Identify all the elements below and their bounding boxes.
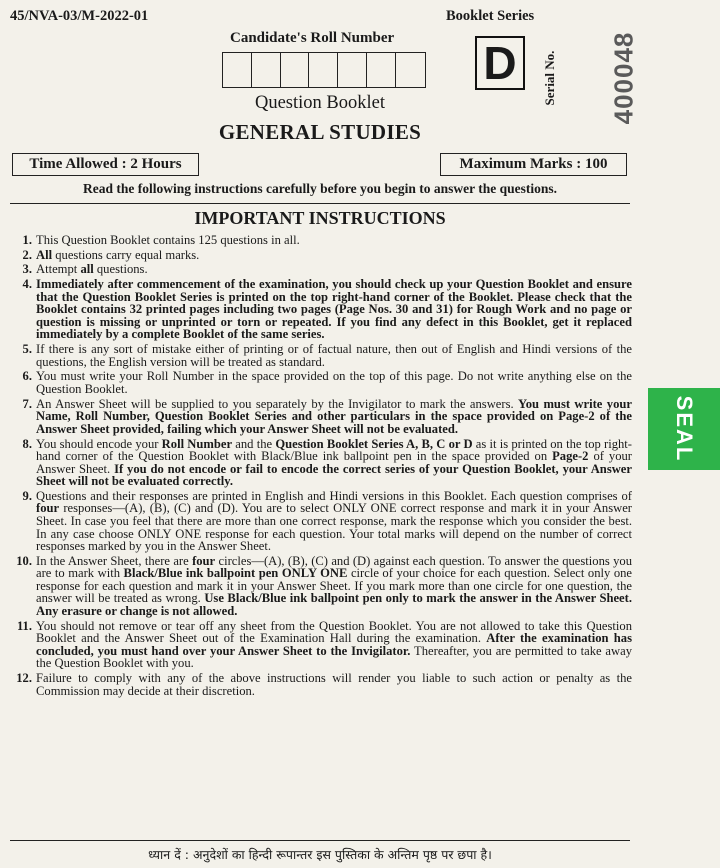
instruction-text bbox=[36, 248, 199, 262]
seal-label: SEAL bbox=[672, 395, 697, 463]
instructions-list bbox=[10, 234, 632, 699]
roll-digit-box[interactable] bbox=[367, 53, 396, 87]
instruction-bold-segment: All bbox=[36, 247, 53, 262]
instruction-segment: This Question Booklet contains 125 questions in all. bbox=[36, 233, 300, 247]
instruction-segment: An Answer Sheet will be supplied to you separately by the Invigilator to mark the answers. bbox=[36, 396, 519, 411]
instruction-item bbox=[10, 620, 632, 670]
instruction-segment: You should encode your bbox=[36, 436, 162, 451]
instruction-text bbox=[36, 437, 632, 489]
instruction-number: 2. bbox=[22, 247, 32, 262]
serial-number-label: Serial No. bbox=[542, 50, 557, 106]
instruction-item bbox=[10, 263, 632, 276]
instruction-text bbox=[36, 342, 632, 369]
instruction-segment: responses—(A), (B), (C) and (D). You are to select ONLY ONE correct response and mark it in your Answer Sheet. In case you feel that there are more than one correct response, mark the response which you consider the best. In any case choose ONLY ONE response for each question. Your total marks will depend on the number of correct responses marked by you in the Answer Sheet. bbox=[36, 501, 632, 554]
instruction-item bbox=[10, 438, 632, 488]
document-code: 45/NVA-03/M-2022-01 bbox=[10, 8, 149, 24]
instruction-segment: If there is any sort of mistake either of printing or of factual nature, then out of English and Hindi versions of the questions, the English version will be treated as standard. bbox=[36, 342, 632, 369]
instruction-bold-segment: Question Booklet Series A, B, C or D bbox=[275, 436, 473, 451]
instruction-segment: of your Answer Sheet. bbox=[36, 449, 632, 476]
instruction-item bbox=[10, 672, 632, 697]
read-instructions-line: Read the following instructions carefully before you begin to answer the questions. bbox=[82, 181, 557, 196]
instruction-item bbox=[10, 249, 632, 262]
instruction-segment: Thereafter, you are permitted to take away the Question Booklet with you. bbox=[36, 643, 633, 671]
divider bbox=[10, 840, 630, 841]
instruction-number: 9. bbox=[22, 488, 32, 503]
instruction-bold-segment: four bbox=[36, 501, 60, 516]
instruction-segment: as it is printed on the top right-hand corner of the Question Booklet with Black/Blue ink ballpoint pen in the space provided on bbox=[36, 436, 632, 464]
instruction-segment: Attempt bbox=[36, 262, 81, 277]
instruction-bold-segment: Black/Blue ink ballpoint pen ONLY ONE bbox=[123, 566, 348, 581]
instruction-bold-segment: Immediately after commencement of the examination, you should check up your Question Booklet and ensure that the Question Booklet Series is printed on the top right-hand corner of the Booklet. Please check that the Booklet contains 32 printed pages including two pages (Page Nos. 30 and 31) for Rough Work and no page or question is missing or unprinted or torn or repeated. If you find any defect in this Booklet, get it replaced immediately by a complete Booklet of the same series. bbox=[36, 277, 632, 342]
instruction-number: 12. bbox=[16, 671, 32, 686]
divider bbox=[10, 203, 630, 204]
instruction-number: 7. bbox=[22, 396, 32, 411]
instruction-text bbox=[36, 397, 632, 436]
instruction-number: 1. bbox=[22, 233, 32, 247]
booklet-series-letter: D bbox=[475, 36, 525, 90]
instruction-text bbox=[36, 369, 632, 396]
instruction-item bbox=[10, 398, 632, 436]
roll-digit-box[interactable] bbox=[223, 53, 252, 87]
instruction-item bbox=[10, 278, 632, 341]
instruction-bold-segment: Page-2 bbox=[552, 449, 589, 464]
roll-digit-box[interactable] bbox=[338, 53, 367, 87]
instruction-number: 8. bbox=[22, 436, 32, 451]
roll-digit-box[interactable] bbox=[281, 53, 310, 87]
instruction-bold-segment: four bbox=[192, 553, 216, 568]
roll-digit-box[interactable] bbox=[309, 53, 338, 87]
hindi-footer-note: ध्यान दें : अनुदेशों का हिन्दी रूपान्तर इस पुस्तिका के अन्तिम पृष्ठ पर छपा है। bbox=[148, 847, 492, 862]
instruction-text bbox=[36, 262, 148, 276]
instruction-segment: circle of your choice for each question. Select only one response for each question and mark it in your Answer Sheet. If you mark more than one circle for one question, the answer will be treated as wrong. bbox=[36, 566, 632, 606]
instruction-item bbox=[10, 234, 632, 247]
instruction-number: 4. bbox=[22, 277, 32, 292]
instruction-text bbox=[36, 554, 632, 618]
instruction-item bbox=[10, 490, 632, 553]
instruction-segment: In the Answer Sheet, there are bbox=[36, 553, 193, 568]
instruction-number: 10. bbox=[16, 553, 32, 568]
instruction-text bbox=[36, 277, 632, 341]
instruction-segment: Failure to comply with any of the above instructions will render you liable to such action or penalty as the Commission may decide at their discretion. bbox=[36, 671, 632, 698]
instruction-number: 6. bbox=[22, 369, 32, 384]
roll-digit-box[interactable] bbox=[252, 53, 281, 87]
instruction-item bbox=[10, 370, 632, 395]
instruction-segment: You should not remove or tear off any sheet from the Question Booklet. You are not allowed to take this Question Booklet and the Answer Sheet out of the Examination Hall during the examination. bbox=[36, 618, 632, 646]
instruction-item bbox=[10, 343, 632, 368]
instruction-number: 11. bbox=[16, 618, 32, 633]
instruction-text bbox=[36, 489, 632, 553]
time-allowed-box: Time Allowed : 2 Hours bbox=[12, 153, 199, 176]
instruction-segment: Questions and their responses are printed in English and Hindi versions in this Booklet. Each question comprises of bbox=[36, 488, 632, 503]
instruction-bold-segment: If you do not encode or fail to encode the correct series of your Question Booklet, your Answer Sheet will not be evaluated correctly. bbox=[36, 461, 632, 489]
roll-number-label: Candidate's Roll Number bbox=[230, 30, 395, 46]
roll-number-boxes[interactable] bbox=[222, 52, 426, 88]
roll-digit-box[interactable] bbox=[396, 53, 425, 87]
subject-title: GENERAL STUDIES bbox=[218, 120, 422, 144]
instruction-bold-segment: Roll Number bbox=[161, 436, 233, 451]
instruction-text bbox=[36, 619, 632, 671]
instruction-bold-segment: After the examination has concluded, you must hand over your Answer Sheet to the Invigilator. bbox=[36, 631, 633, 658]
seal-tab[interactable] bbox=[648, 388, 720, 470]
instruction-segment: You must write your Roll Number in the space provided on the top of this page. Do not write anything else on the Question Booklet. bbox=[36, 369, 632, 396]
instruction-number: 3. bbox=[22, 262, 32, 277]
instruction-segment: questions carry equal marks. bbox=[52, 247, 200, 262]
instruction-bold-segment: Use Black/Blue ink ballpoint pen only to mark the answer in the Answer Sheet. Any erasure or change is not allowed. bbox=[36, 591, 632, 618]
instructions-heading: IMPORTANT INSTRUCTIONS bbox=[194, 208, 446, 228]
booklet-label: Question Booklet bbox=[254, 93, 385, 113]
instruction-segment: questions. bbox=[93, 262, 148, 277]
instruction-number: 5. bbox=[22, 342, 32, 357]
serial-number: 400048 bbox=[608, 31, 639, 125]
instruction-text bbox=[36, 671, 632, 698]
instruction-bold-segment: You must write your Name, Roll Number, Question Booklet Series and other particulars in the space provided on Page-2 of the Answer Sheet provided, failing which your Answer Sheet will not be evaluated. bbox=[36, 396, 632, 436]
instruction-item bbox=[10, 555, 632, 618]
instruction-segment: and the bbox=[232, 436, 276, 451]
instruction-text bbox=[36, 233, 300, 247]
booklet-series-label: Booklet Series bbox=[446, 8, 535, 24]
instruction-bold-segment: all bbox=[80, 262, 94, 277]
maximum-marks-box: Maximum Marks : 100 bbox=[440, 153, 627, 176]
instruction-segment: circles—(A), (B), (C) and (D) against each question. To answer the questions you are to mark with bbox=[36, 553, 632, 581]
